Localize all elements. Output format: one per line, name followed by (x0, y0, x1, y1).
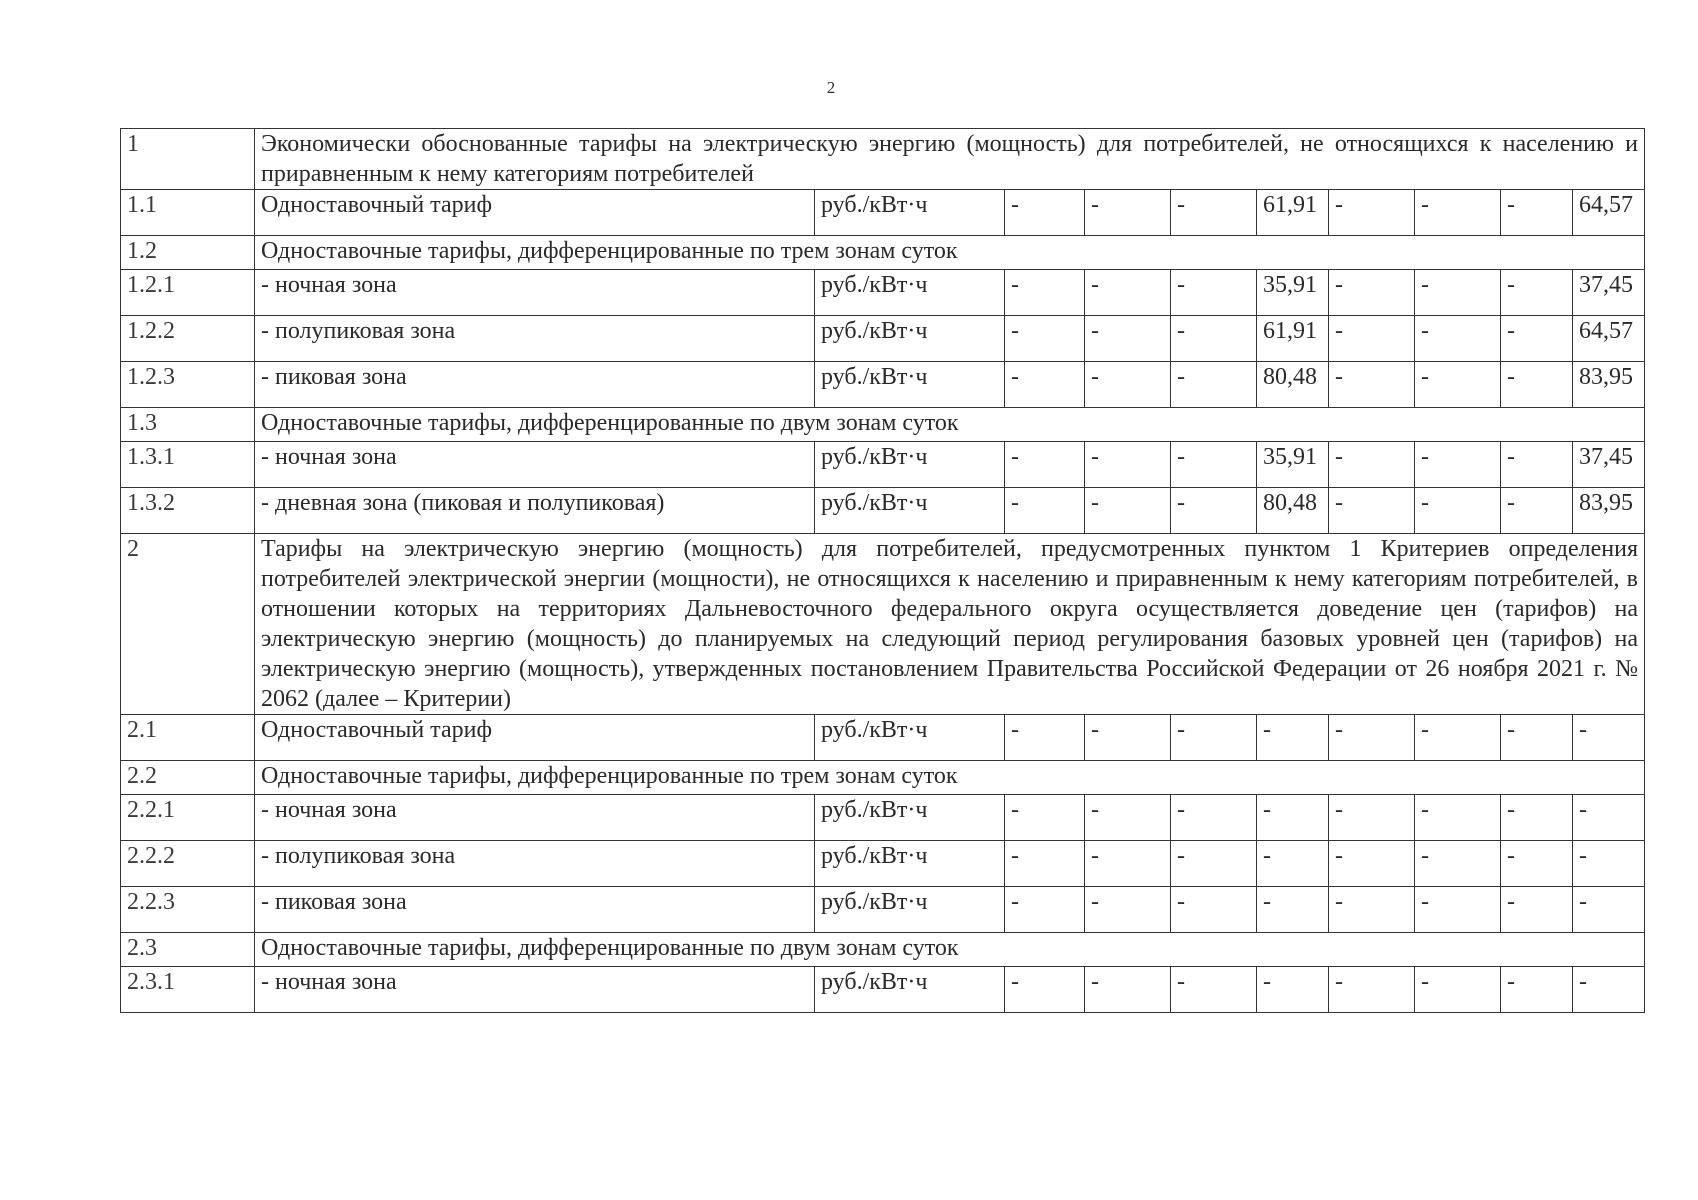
tariff-value: - (1257, 967, 1329, 1013)
tariff-value: 35,91 (1257, 270, 1329, 316)
section-title: Экономически обоснованные тарифы на электрическую энергию (мощность) для потребителей, не относящихся к населению и приравненным к нему категориям потребителей (255, 129, 1645, 190)
tariff-value: - (1501, 190, 1573, 236)
table-row (121, 442, 1645, 488)
tariff-value: 64,57 (1573, 316, 1645, 362)
tariff-value: - (1005, 887, 1085, 933)
tariff-value: - (1573, 841, 1645, 887)
subgroup-title: Одноставочные тарифы, дифференцированные по трем зонам суток (255, 761, 1645, 795)
row-unit: руб./кВт·ч (815, 316, 1005, 362)
tariff-value: 37,45 (1573, 270, 1645, 316)
tariff-value: - (1005, 795, 1085, 841)
tariff-value: - (1415, 190, 1501, 236)
row-unit: руб./кВт·ч (815, 190, 1005, 236)
tariff-value: 35,91 (1257, 442, 1329, 488)
tariff-value: - (1415, 715, 1501, 761)
tariff-value: - (1329, 715, 1415, 761)
tariff-value: - (1329, 442, 1415, 488)
tariff-value: - (1005, 841, 1085, 887)
subgroup-title: Одноставочные тарифы, дифференцированные по двум зонам суток (255, 408, 1645, 442)
row-code: 1.2.1 (121, 270, 255, 316)
subgroup-header-row (121, 408, 1645, 442)
section-header-row (121, 129, 1645, 190)
row-name: - полупиковая зона (255, 841, 815, 887)
table-row (121, 887, 1645, 933)
tariff-value: - (1501, 715, 1573, 761)
tariff-value: - (1171, 715, 1257, 761)
row-name: Одноставочный тариф (255, 715, 815, 761)
row-unit: руб./кВт·ч (815, 841, 1005, 887)
row-code: 2.2.1 (121, 795, 255, 841)
table-row (121, 316, 1645, 362)
tariff-value: - (1501, 967, 1573, 1013)
row-name: - ночная зона (255, 967, 815, 1013)
tariff-value: - (1005, 316, 1085, 362)
tariff-value: - (1085, 190, 1171, 236)
tariff-value: - (1171, 316, 1257, 362)
row-code: 2.1 (121, 715, 255, 761)
row-code: 1.3.2 (121, 488, 255, 534)
tariff-value: - (1171, 362, 1257, 408)
tariff-value: - (1085, 715, 1171, 761)
tariff-value: - (1257, 795, 1329, 841)
tariff-value: - (1257, 841, 1329, 887)
tariff-value: - (1329, 316, 1415, 362)
tariff-value: - (1171, 270, 1257, 316)
tariff-value: - (1257, 715, 1329, 761)
tariff-value: - (1085, 270, 1171, 316)
subgroup-header-row (121, 933, 1645, 967)
table-row (121, 841, 1645, 887)
tariff-value: - (1329, 887, 1415, 933)
table-row (121, 715, 1645, 761)
tariff-value: - (1085, 488, 1171, 534)
tariff-value: - (1501, 362, 1573, 408)
row-code: 1.2.3 (121, 362, 255, 408)
tariff-value: - (1085, 841, 1171, 887)
tariff-value: - (1085, 442, 1171, 488)
row-code: 1.1 (121, 190, 255, 236)
row-code: 1.2 (121, 236, 255, 270)
tariff-value: - (1415, 887, 1501, 933)
row-name: - пиковая зона (255, 887, 815, 933)
section-title: Тарифы на электрическую энергию (мощность) для потребителей, предусмотренных пунктом 1 Критериев определения потребителей электрической энергии (мощности), не относящихся к населению и приравненным к нему категориям потребителей, в отношении которых на территориях Дальневосточного федерального округа осуществляется доведение цен (тарифов) на электрическую энергию (мощность) до планируемых на следующий период регулирования базовых уровней цен (тарифов) на электрическую энергию (мощность), утвержденных постановлением Правительства Российской Федерации от 26 ноября 2021 г. № 2062 (далее – Критерии) (255, 534, 1645, 715)
tariff-value: - (1573, 967, 1645, 1013)
row-code: 1.2.2 (121, 316, 255, 362)
tariff-value: - (1085, 967, 1171, 1013)
row-code: 1.3.1 (121, 442, 255, 488)
table-row (121, 967, 1645, 1013)
tariff-value: 83,95 (1573, 362, 1645, 408)
row-unit: руб./кВт·ч (815, 488, 1005, 534)
tariff-value: - (1005, 715, 1085, 761)
tariff-value: - (1329, 190, 1415, 236)
tariff-value: - (1329, 795, 1415, 841)
tariff-value: - (1171, 967, 1257, 1013)
tariff-value: - (1005, 270, 1085, 316)
row-name: - ночная зона (255, 795, 815, 841)
tariff-value: - (1415, 362, 1501, 408)
row-unit: руб./кВт·ч (815, 967, 1005, 1013)
tariff-value: - (1329, 270, 1415, 316)
subgroup-title: Одноставочные тарифы, дифференцированные по трем зонам суток (255, 236, 1645, 270)
row-code: 2.2.2 (121, 841, 255, 887)
row-unit: руб./кВт·ч (815, 270, 1005, 316)
tariff-value: - (1415, 841, 1501, 887)
tariff-value: - (1501, 270, 1573, 316)
table-row (121, 362, 1645, 408)
section-header-row (121, 534, 1645, 715)
tariff-value: - (1415, 795, 1501, 841)
tariff-value: - (1005, 362, 1085, 408)
tariff-value: - (1085, 887, 1171, 933)
tariff-value: - (1501, 316, 1573, 362)
table-row (121, 190, 1645, 236)
subgroup-header-row (121, 761, 1645, 795)
tariff-table-body (121, 129, 1645, 1013)
section-code: 1 (121, 129, 255, 190)
tariff-value: - (1257, 887, 1329, 933)
row-name: - ночная зона (255, 442, 815, 488)
tariff-value: - (1501, 488, 1573, 534)
tariff-value: - (1501, 887, 1573, 933)
tariff-value: - (1501, 841, 1573, 887)
tariff-value: 61,91 (1257, 190, 1329, 236)
row-name: - дневная зона (пиковая и полупиковая) (255, 488, 815, 534)
tariff-value: - (1573, 795, 1645, 841)
row-code: 1.3 (121, 408, 255, 442)
row-code: 2.2.3 (121, 887, 255, 933)
tariff-value: - (1085, 316, 1171, 362)
tariff-value: - (1415, 316, 1501, 362)
tariff-value: 64,57 (1573, 190, 1645, 236)
row-name: - ночная зона (255, 270, 815, 316)
tariff-value: 80,48 (1257, 488, 1329, 534)
tariff-value: 37,45 (1573, 442, 1645, 488)
tariff-value: - (1085, 362, 1171, 408)
tariff-value: - (1005, 190, 1085, 236)
subgroup-header-row (121, 236, 1645, 270)
subgroup-title: Одноставочные тарифы, дифференцированные по двум зонам суток (255, 933, 1645, 967)
tariff-value: - (1329, 488, 1415, 534)
row-unit: руб./кВт·ч (815, 442, 1005, 488)
row-code: 2.3 (121, 933, 255, 967)
tariff-value: - (1171, 795, 1257, 841)
row-name: Одноставочный тариф (255, 190, 815, 236)
row-code: 2.2 (121, 761, 255, 795)
table-row (121, 488, 1645, 534)
tariff-value: - (1005, 488, 1085, 534)
row-unit: руб./кВт·ч (815, 715, 1005, 761)
tariff-value: - (1573, 887, 1645, 933)
tariff-value: - (1329, 362, 1415, 408)
tariff-value: - (1171, 488, 1257, 534)
row-unit: руб./кВт·ч (815, 795, 1005, 841)
row-name: - полупиковая зона (255, 316, 815, 362)
tariff-value: - (1171, 442, 1257, 488)
table-row (121, 270, 1645, 316)
tariff-value: 61,91 (1257, 316, 1329, 362)
tariff-value: - (1501, 442, 1573, 488)
tariff-value: - (1415, 270, 1501, 316)
tariff-value: - (1085, 795, 1171, 841)
tariff-value: - (1329, 967, 1415, 1013)
tariff-value: - (1573, 715, 1645, 761)
section-code: 2 (121, 534, 255, 715)
tariff-value: - (1415, 488, 1501, 534)
tariff-value: - (1005, 442, 1085, 488)
tariff-value: - (1005, 967, 1085, 1013)
tariff-value: 83,95 (1573, 488, 1645, 534)
tariff-value: - (1171, 841, 1257, 887)
tariff-value: - (1171, 190, 1257, 236)
row-name: - пиковая зона (255, 362, 815, 408)
row-unit: руб./кВт·ч (815, 362, 1005, 408)
page-number: 2 (826, 78, 836, 97)
tariff-value: - (1329, 841, 1415, 887)
row-code: 2.3.1 (121, 967, 255, 1013)
table-row (121, 795, 1645, 841)
tariff-value: - (1415, 442, 1501, 488)
tariff-value: - (1415, 967, 1501, 1013)
row-unit: руб./кВт·ч (815, 887, 1005, 933)
tariff-value: 80,48 (1257, 362, 1329, 408)
tariff-table (120, 128, 1645, 1013)
tariff-value: - (1501, 795, 1573, 841)
tariff-value: - (1171, 887, 1257, 933)
